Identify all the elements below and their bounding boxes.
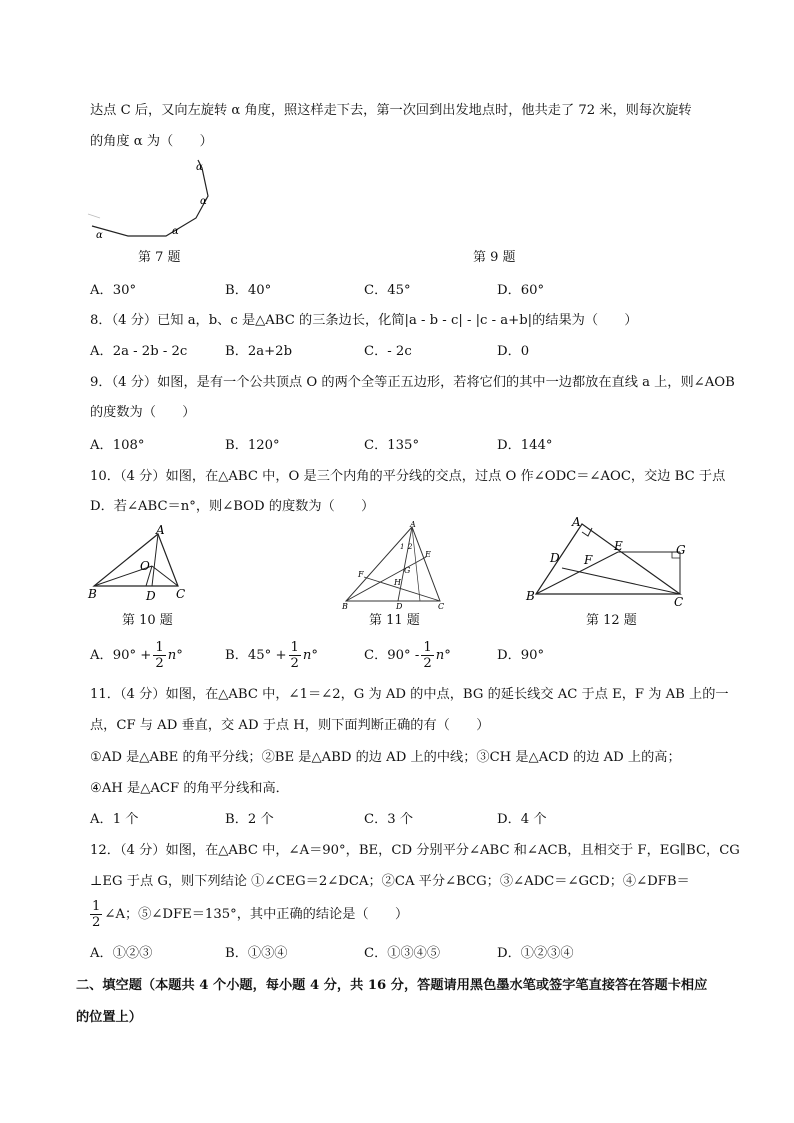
q7-option-c: C．45° <box>364 283 411 298</box>
caption-fig12: 第 12 题 <box>586 613 637 628</box>
q11-text-line4: ④AH 是△ACF 的角平分线和高． <box>90 781 289 796</box>
q12-fraction <box>90 899 102 930</box>
figure-12 <box>520 514 700 606</box>
fig10-label-o: O <box>140 559 150 573</box>
q10-option-b-fraction <box>289 640 301 671</box>
q8-option-d: D．0 <box>497 344 530 359</box>
fig11-label-g: G <box>404 566 411 575</box>
q9-option-c: C．135° <box>364 438 420 453</box>
q10-option-d-prefix: D．90° <box>497 648 545 663</box>
fig12-label-c: C <box>674 595 684 606</box>
caption-fig11: 第 11 题 <box>369 613 420 628</box>
fig12-label-g: G <box>676 543 686 557</box>
q12-option-d: D．①②③④ <box>497 946 574 961</box>
fig11-label-h: H <box>394 578 401 587</box>
q12-fraction-den: 2 <box>92 915 101 930</box>
q9-option-a: A．108° <box>90 438 145 453</box>
q10-option-b-den: 2 <box>290 656 299 671</box>
q10-option-a-fraction <box>153 640 165 671</box>
fig7-label-alpha-1: α <box>96 230 103 241</box>
caption-fig10: 第 10 题 <box>122 613 173 628</box>
q10-text-line1: 10．（4 分）如图，在△ABC 中，O 是三个内角的平分线的交点，过点 O 作∠ODC＝∠AOC，交边 BC 于点 <box>90 469 726 484</box>
section2-heading-line1: 二、填空题（本题共 4 个小题，每小题 4 分，共 16 分，答题请用黑色墨水笔或签字笔直接答在答题卡相应 <box>76 978 708 993</box>
fig12-label-e: E <box>614 539 623 553</box>
fig11-label-a: A <box>410 521 416 529</box>
fig10-label-b: B <box>88 587 97 601</box>
q10-option-b-suffix: n° <box>302 648 318 663</box>
q7-option-d: D．60° <box>497 283 545 298</box>
q10-option-b-num: 1 <box>290 640 299 655</box>
q11-text-line3: ①AD 是△ABE 的角平分线；②BE 是△ABD 的边 AD 上的中线；③CH 是△ACD 的边 AD 上的高； <box>90 750 681 765</box>
q8-text: 8．（4 分）已知 a，b、c 是△ABC 的三条边长，化简|a - b - c| - |c - a+b|的结果为（ ） <box>90 313 638 328</box>
fig12-label-a: A <box>572 515 581 529</box>
q10-option-a-prefix: A．90° + <box>90 648 152 663</box>
q10-text-line2: D．若∠ABC＝n°，则∠BOD 的度数为（ ） <box>90 499 375 514</box>
q10-option-b <box>225 640 318 672</box>
q9-option-b: B．120° <box>225 438 280 453</box>
fig10-label-c: C <box>176 587 186 601</box>
q11-text-line1: 11．（4 分）如图，在△ABC 中，∠1＝∠2，G 为 AD 的中点，BG 的延长线交 AC 于点 E，F 为 AB 上的一 <box>90 687 729 702</box>
q12-text-line3-rest: ∠A；⑤∠DFE＝135°，其中正确的结论是（ ） <box>104 907 409 922</box>
fig12-label-d: D <box>550 551 560 565</box>
q10-option-a <box>90 640 183 672</box>
q9-text-line2: 的度数为（ ） <box>90 405 196 420</box>
q10-option-c <box>364 640 451 672</box>
section2-heading-line2: 的位置上） <box>76 1010 142 1025</box>
q10-option-a-num: 1 <box>155 640 164 655</box>
q10-option-c-num: 1 <box>423 640 432 655</box>
q11-text-line2: 点，CF 与 AD 垂直，交 AD 于点 H，则下面判断正确的有（ ） <box>90 718 490 733</box>
fig7-label-alpha-3: α <box>200 196 207 207</box>
q8-option-c: C．- 2c <box>364 344 412 359</box>
q10-option-d <box>497 640 544 672</box>
q12-option-c: C．①③④⑤ <box>364 946 441 961</box>
figure-7 <box>86 156 226 244</box>
q10-option-a-suffix: n° <box>167 648 183 663</box>
q11-option-d: D．4 个 <box>497 812 547 827</box>
fig12-label-b: B <box>526 589 535 603</box>
fig11-label-c: C <box>438 602 445 609</box>
q10-option-a-den: 2 <box>155 656 164 671</box>
q8-option-b: B．2a+2b <box>225 344 293 359</box>
q12-text-line2: ⊥EG 于点 G，则下列结论 ①∠CEG＝2∠DCA；②CA 平分∠BCG；③∠ADC＝∠GCD；④∠DFB＝ <box>90 874 690 889</box>
fig10-label-a: A <box>156 524 165 537</box>
figure-10 <box>86 524 196 606</box>
q10-option-c-prefix: C．90° - <box>364 648 420 663</box>
fig11-label-b: B <box>342 602 348 609</box>
fig12-label-f: F <box>584 553 593 567</box>
caption-fig9: 第 9 题 <box>473 250 516 265</box>
q12-option-b: B．①③④ <box>225 946 288 961</box>
q9-option-d: D．144° <box>497 438 553 453</box>
q11-option-c: C．3 个 <box>364 812 414 827</box>
fig11-label-d: D <box>396 602 403 609</box>
q12-text-line1: 12．（4 分）如图，在△ABC 中，∠A＝90°，BE，CD 分别平分∠ABC 和∠ACB，且相交于 F，EG∥BC，CG <box>90 843 740 858</box>
fig11-label-1: 1 <box>400 543 405 551</box>
q8-option-a: A．2a - 2b - 2c <box>90 344 188 359</box>
fig11-label-e: E <box>425 550 431 559</box>
q12-text-line3 <box>90 898 408 932</box>
q7-option-b: B．40° <box>225 283 272 298</box>
q7-option-a: A．30° <box>90 283 137 298</box>
caption-fig7: 第 7 题 <box>138 250 181 265</box>
q7-text-line2: 的角度 α 为（ ） <box>90 134 213 149</box>
q7-text-line1: 达点 C 后，又向左旋转 α 角度，照这样走下去，第一次回到出发地点时，他共走了 72 米，则每次旋转 <box>90 103 692 118</box>
figure-11 <box>338 521 448 609</box>
q12-fraction-num: 1 <box>92 899 101 914</box>
fig10-label-d: D <box>146 589 156 603</box>
q10-option-c-den: 2 <box>423 656 432 671</box>
fig11-label-2: 2 <box>408 543 413 551</box>
fig7-label-alpha-2: α <box>172 226 179 237</box>
q11-option-a: A．1 个 <box>90 812 139 827</box>
q10-option-c-fraction <box>421 640 433 671</box>
q10-option-b-prefix: B．45° + <box>225 648 287 663</box>
fig11-label-f: F <box>358 570 364 579</box>
q11-option-b: B．2 个 <box>225 812 274 827</box>
fig7-label-alpha-4: α <box>196 162 203 173</box>
q12-option-a: A．①②③ <box>90 946 153 961</box>
q10-option-c-suffix: n° <box>435 648 451 663</box>
q9-text-line1: 9．（4 分）如图，是有一个公共顶点 O 的两个全等正五边形，若将它们的其中一边都放在直线 a 上，则∠AOB <box>90 375 735 390</box>
